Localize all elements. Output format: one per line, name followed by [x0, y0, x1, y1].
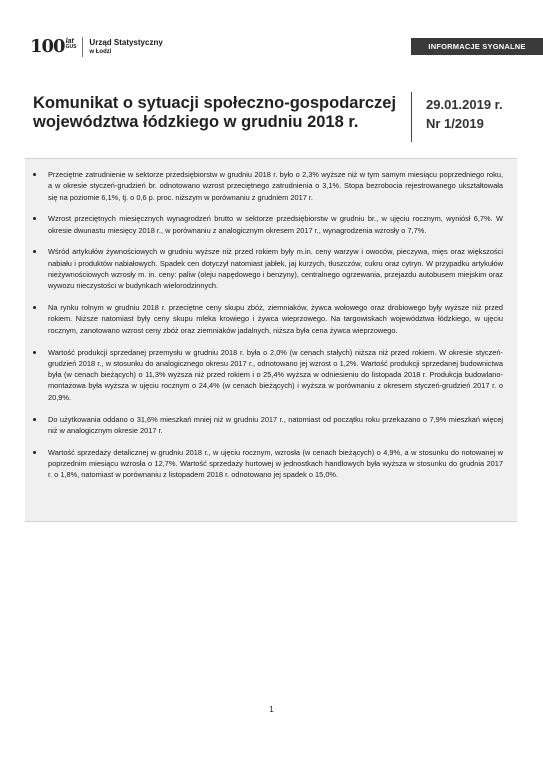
highlight-item	[25, 169, 517, 203]
logo-gus: GUS	[65, 44, 77, 50]
highlights-panel	[25, 158, 517, 522]
title-divider	[411, 92, 412, 142]
document-date: 29.01.2019 r.	[426, 97, 503, 112]
highlight-item	[25, 213, 517, 236]
highlight-text: Wartość sprzedaży detalicznej w grudniu 2018 r., w ujęciu rocznym, wzrosła (w cenach bieżących) o 4,9%, a w stosunku do notowanej w poprzednim miesiącu wzrosła o 12,7%. Wartość sprzedaży hurtowej w jednostkach handlowych była wyższa w stosunku do grudnia 2017 r. o 1,8%, natomiast w porównaniu z listopadem 2018 r. odnotowano jej spadek o 15,0%.	[48, 447, 503, 480]
gus-100-logo	[30, 34, 163, 60]
highlight-item	[25, 414, 517, 437]
highlight-text: Na rynku rolnym w grudniu 2018 r. przeciętne ceny skupu zbóż, ziemniaków, żywca wołowego oraz drobiowego były wyższe niż przed rokiem. Niższe natomiast były ceny skupu mleka krowiego i żywca wieprzowego. Na targowiskach województwa łódzkiego, w ujęciu rocznym, zanotowano wzrost ceny zbóż oraz ziemniaków jadalnych, niższa była cena żywca wieprzowego.	[48, 303, 503, 335]
bullet-icon	[33, 217, 36, 220]
bullet-icon	[33, 306, 36, 309]
logo-100-mark: 100	[30, 36, 65, 57]
bullet-icon	[33, 173, 36, 176]
bullet-icon	[33, 351, 36, 354]
document-number: Nr 1/2019	[426, 116, 484, 131]
highlight-item	[25, 347, 517, 403]
highlight-text: Do użytkowania oddano o 31,6% mieszkań mniej niż w grudniu 2017 r., natomiast od początku roku przekazano o 7,9% mieszkań więcej niż w analogicznym okresie 2017 r.	[48, 414, 503, 435]
highlight-item	[25, 302, 517, 336]
document-title: Komunikat o sytuacji społeczno-gospodarczej województwa łódzkiego w grudniu 2018 r.	[33, 94, 397, 131]
highlight-text: Wśród artykułów żywnościowych w grudniu wyższe niż przed rokiem były m.in. ceny warzyw i owoców, pieczywa, mięs oraz większości nabiału i produktów nabiałowych. Spadek cen dotyczył natomiast jabłek, jaj kurzych, tłuszczów, cukru oraz cytryn. W przypadku artykułów nieżywnościowych wzrosły m. in. ceny: paliw (oleju napędowego i benzyny), centralnego ogrzewania, przejazdu autobusem miejskim oraz wywozu nieczystości w budynkach wielorodzinnych.	[48, 247, 503, 291]
logo-office-name: Urząd Statystyczny	[89, 38, 163, 47]
bullet-icon	[33, 418, 36, 421]
logo-office-city: w Łodzi	[89, 49, 112, 55]
highlight-item	[25, 246, 517, 291]
logo-separator	[82, 37, 83, 57]
logo-text	[89, 38, 162, 56]
highlight-text: Przeciętne zatrudnienie w sektorze przedsiębiorstw w grudniu 2018 r. było o 2,3% wyższe niż w tym samym miesiącu poprzedniego roku, a w okresie styczeń-grudzień br. odnotowano wzrost przeciętnego zatrudnienia o 3,1%. Stopa bezrobocia rejestrowanego ukształtowała się na poziomie 6,1%, tj. o 0,6 p. proc. niższym w porównaniu z grudniem 2017 r.	[48, 170, 503, 202]
page-number: 1	[269, 705, 274, 714]
highlight-item	[25, 447, 517, 481]
highlight-text: Wzrost przeciętnych miesięcznych wynagrodzeń brutto w sektorze przedsiębiorstw w grudniu br., w ujęciu rocznym, wyniósł 6,7%. W okresie dwunastu miesięcy 2018 r., w porównaniu z analogicznym okresem 2017 r., wynagrodzenia wzrosły o 7,7%.	[48, 214, 503, 235]
highlights-list	[25, 169, 517, 491]
informacje-sygnalne-badge: INFORMACJE SYGNALNE	[411, 38, 543, 55]
highlight-text: Wartość produkcji sprzedanej przemysłu w grudniu 2018 r. była o 2,0% (w cenach stałych) niższa niż przed rokiem. W okresie styczeń-grudzień 2018 r., w stosunku do analogicznego okresu 2017 r., odnotowano jej wzrost o 1,2%. Wartość produkcji sprzedanej budownictwa była (w cenach bieżących) o 11,3% wyższa niż przed rokiem i o 25,4% wyższa w odniesieniu do listopada 2018 r. Produkcja budowlano-montażowa była wyższa w ujęciu rocznym o 24,4% (w cenach bieżących) i wyższa w porównaniu z okresem styczeń-grudzień 2017 r. o 20,9%.	[48, 347, 503, 402]
bullet-icon	[33, 451, 36, 454]
logo-sub	[66, 38, 77, 50]
bullet-icon	[33, 250, 36, 253]
logo-lat: lat	[65, 38, 74, 45]
